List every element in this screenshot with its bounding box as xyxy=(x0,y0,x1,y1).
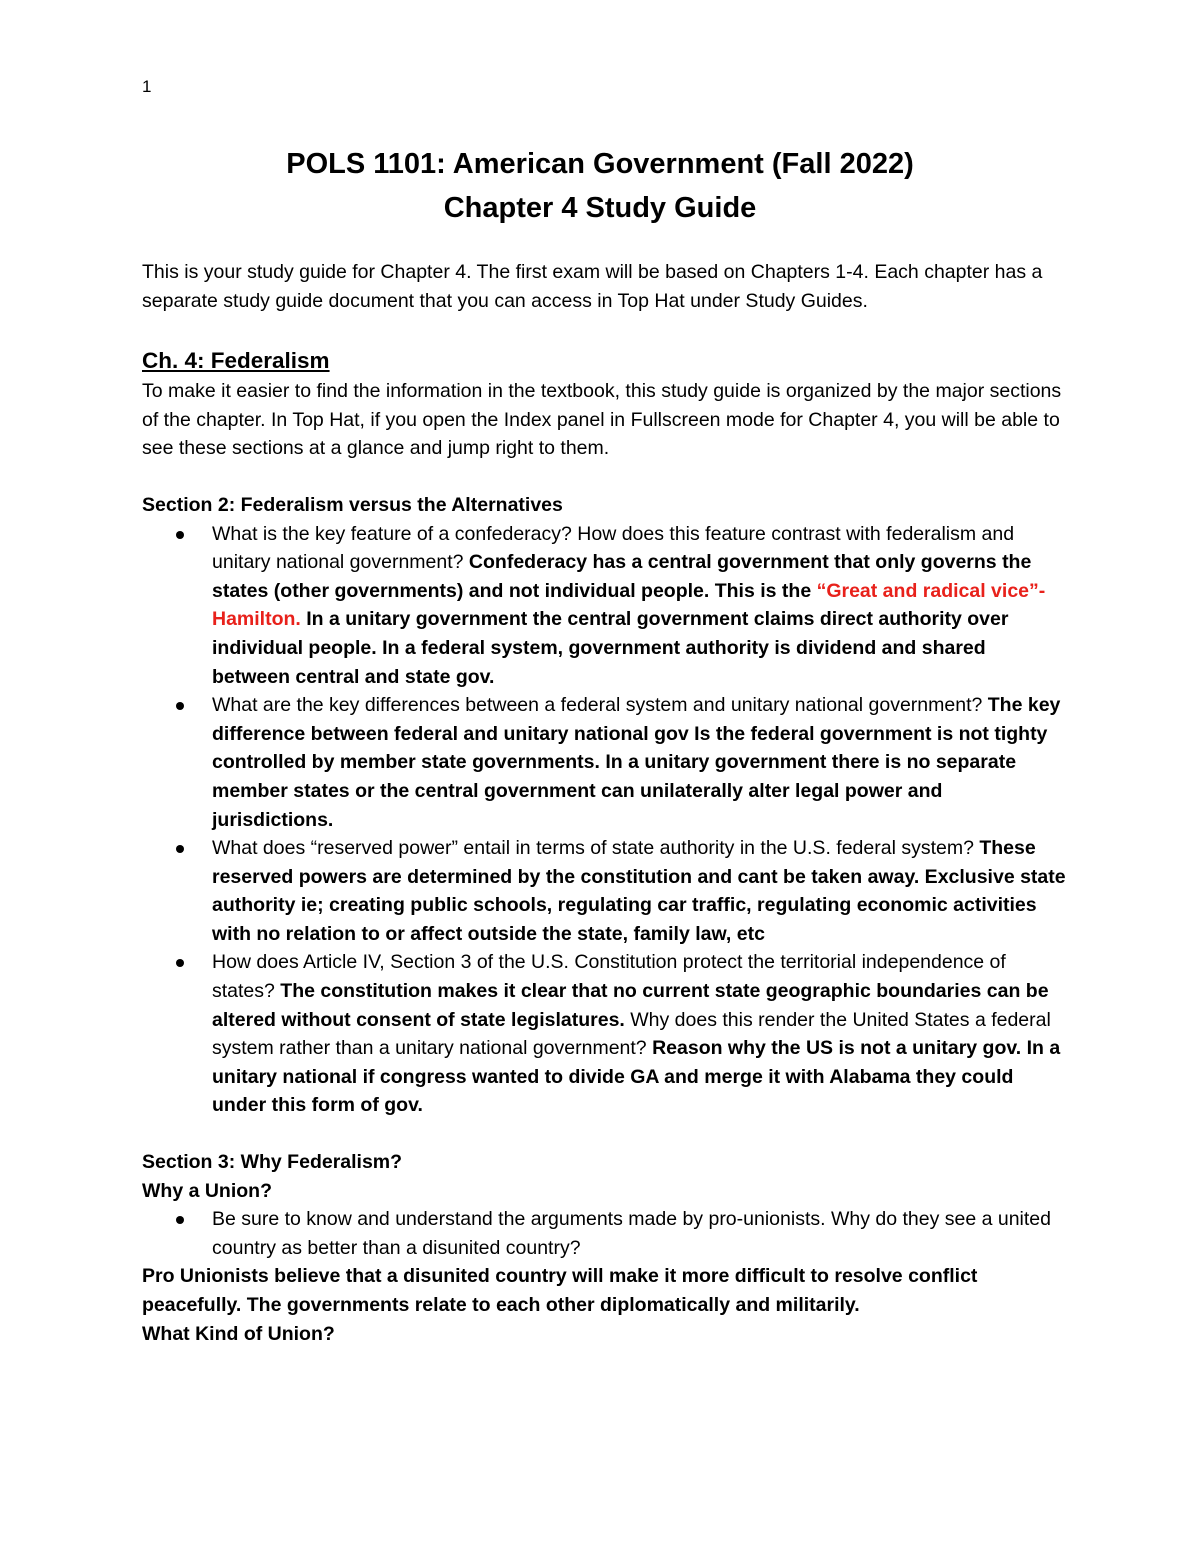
bullet-icon xyxy=(176,531,184,539)
section-3-answer: Pro Unionists believe that a disunited country will make it more difficult to resolve conflict peacefully. The governments relate to each other diplomatically and militarily. xyxy=(142,1265,978,1316)
bullet-icon xyxy=(176,1216,184,1224)
bullet-icon xyxy=(176,959,184,967)
list-item xyxy=(142,834,1067,948)
question-text: Why does this render the United States a federal system rather than a unitary national government? xyxy=(212,1008,1051,1060)
section-3-subheading: Why a Union? xyxy=(142,1179,272,1202)
spacer xyxy=(142,1120,1067,1148)
highlighted-quote: “Great and radical vice”-Hamilton. xyxy=(212,579,1046,631)
answer-text: The key difference between federal and unitary national gov Is the federal government is not tighty controlled by member state governments. In a unitary government there is no separate member states or the central government can unilaterally alter legal power and jurisdictions. xyxy=(212,694,1061,831)
answer-text: Reason why the US is not a unitary gov. In a unitary national if congress wanted to divide GA and merge it with Alabama they could under this form of gov. xyxy=(212,1037,1061,1117)
section-2-list xyxy=(142,520,1067,1120)
answer-text: In a unitary government the central government claims direct authority over individual people. In a federal system, government authority is dividend and shared between central and state gov. xyxy=(212,608,1009,688)
question-text: What is the key feature of a confederacy? How does this feature contrast with federalism and unitary national government? xyxy=(212,522,1015,574)
section-3-list xyxy=(142,1205,1067,1262)
title-line-course: POLS 1101: American Government (Fall 2022) xyxy=(286,148,914,180)
answer-text: These reserved powers are determined by the constitution and cant be taken away. Exclusive state authority ie; creating public schools, regulating car traffic, regulating economic activities with no relation to or affect outside the state, family law, etc xyxy=(212,837,1066,945)
bullet-icon xyxy=(176,845,184,853)
spacer xyxy=(142,463,1067,491)
document-body xyxy=(142,258,1067,1348)
document-title xyxy=(0,142,1200,230)
question-text: How does Article IV, Section 3 of the U.S. Constitution protect the territorial independence of states? xyxy=(212,951,1006,1003)
list-item xyxy=(142,948,1067,1120)
list-item xyxy=(142,520,1067,692)
bullet-icon xyxy=(176,702,184,710)
answer-text: Confederacy has a central government that only governs the states (other governments) and not individual people. This is the xyxy=(212,551,1032,602)
list-item xyxy=(142,691,1067,834)
chapter-heading: Ch. 4: Federalism xyxy=(142,348,330,374)
question-text: What are the key differences between a federal system and unitary national government? xyxy=(212,694,988,717)
section-2-heading: Section 2: Federalism versus the Alternatives xyxy=(142,493,563,516)
section-3-next-heading: What Kind of Union? xyxy=(142,1322,335,1345)
intro-paragraph: This is your study guide for Chapter 4. The first exam will be based on Chapters 1-4. Each chapter has a separate study guide document that you can access in Top Hat under Study Guides. xyxy=(142,261,1043,312)
section-3-heading: Section 3: Why Federalism? xyxy=(142,1151,403,1174)
list-item xyxy=(142,1205,1067,1262)
chapter-description: To make it easier to find the information in the textbook, this study guide is organized by the major sections of the chapter. In Top Hat, if you open the Index panel in Fullscreen mode for Chapter 4, you will be able to see these sections at a glance and jump right to them. xyxy=(142,380,1062,460)
title-line-guide: Chapter 4 Study Guide xyxy=(443,192,757,224)
answer-text: The constitution makes it clear that no current state geographic boundaries can be altered without consent of state legislatures. xyxy=(212,980,1049,1031)
question-text: Be sure to know and understand the arguments made by pro-unionists. Why do they see a united country as better than a disunited country? xyxy=(212,1208,1051,1259)
question-text: What does “reserved power” entail in terms of state authority in the U.S. federal system? xyxy=(212,837,980,860)
page-number: 1 xyxy=(142,77,152,96)
